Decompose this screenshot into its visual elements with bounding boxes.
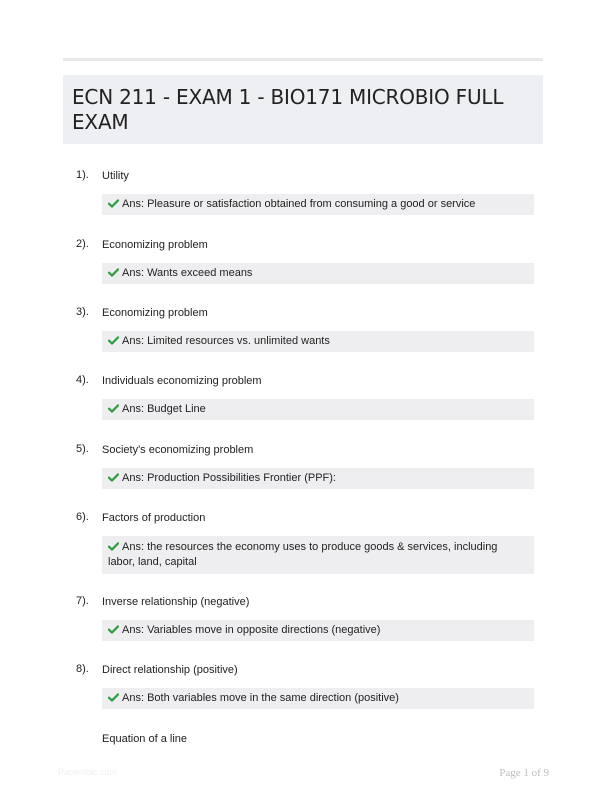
footer-watermark: Paperlibic.com — [58, 767, 118, 777]
answer-box — [102, 194, 534, 215]
answer-box — [102, 263, 534, 284]
answer-text: Ans: Pleasure or satisfaction obtained from consuming a good or service — [122, 198, 476, 210]
answer-box — [102, 468, 534, 489]
question-number: 5). — [76, 443, 89, 455]
check-icon — [108, 542, 119, 551]
question-text: Economizing problem — [102, 239, 208, 251]
answer-box — [102, 331, 534, 352]
question-number: 1). — [76, 169, 89, 181]
answer-text: Ans: Budget Line — [122, 403, 206, 415]
check-icon — [108, 473, 119, 482]
answer-text: Ans: Limited resources vs. unlimited wants — [122, 335, 330, 347]
answer-box — [102, 536, 534, 574]
question-number: 6). — [76, 511, 89, 523]
answer-text: Ans: Both variables move in the same direction (positive) — [122, 692, 399, 704]
question-text: Society's economizing problem — [102, 444, 254, 456]
check-icon — [108, 693, 119, 702]
question-text: Equation of a line — [102, 733, 188, 745]
answer-text: Ans: the resources the economy uses to produce goods & services, including labor, land, capital — [108, 541, 498, 568]
check-icon — [108, 268, 119, 277]
answer-box — [102, 688, 534, 709]
question-text: Individuals economizing problem — [102, 375, 262, 387]
question-text: Utility — [102, 170, 129, 182]
answer-box — [102, 399, 534, 420]
page-title: ECN 211 - EXAM 1 - BIO171 MICROBIO FULL EXAM — [72, 85, 504, 134]
title-banner — [63, 75, 543, 144]
top-divider — [63, 58, 543, 61]
check-icon — [108, 336, 119, 345]
question-number: 3). — [76, 306, 89, 318]
question-text: Inverse relationship (negative) — [102, 596, 250, 608]
question-text: Economizing problem — [102, 307, 208, 319]
check-icon — [108, 199, 119, 208]
page-number: Page 1 of 9 — [499, 767, 549, 779]
question-text: Direct relationship (positive) — [102, 664, 238, 676]
answer-text: Ans: Production Possibilities Frontier (PPF): — [122, 472, 336, 484]
question-text: Factors of production — [102, 512, 206, 524]
check-icon — [108, 404, 119, 413]
answer-box — [102, 620, 534, 641]
check-icon — [108, 625, 119, 634]
question-number: 2). — [76, 238, 89, 250]
question-number: 7). — [76, 595, 89, 607]
answer-text: Ans: Wants exceed means — [122, 267, 253, 279]
question-number: 4). — [76, 374, 89, 386]
answer-text: Ans: Variables move in opposite directions (negative) — [122, 624, 381, 636]
question-number: 8). — [76, 663, 89, 675]
